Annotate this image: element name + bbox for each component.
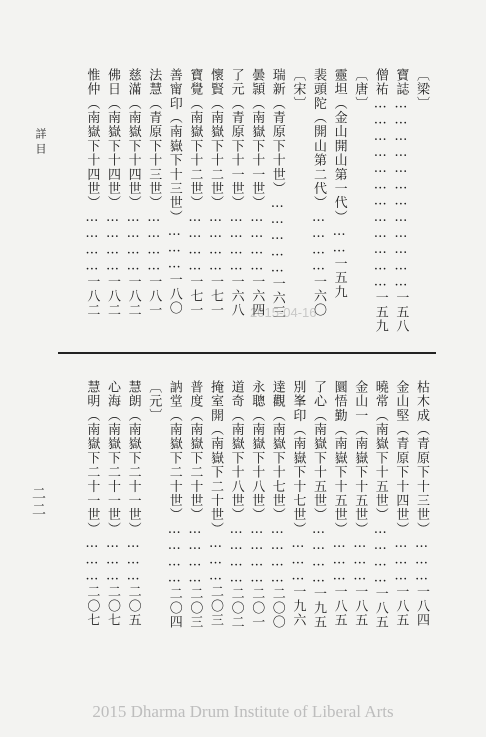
toc-entry: 普度（南嶽下二十世）…………二〇三: [187, 380, 203, 630]
toc-entry: 達觀（南嶽下十七世）…………二〇〇: [269, 380, 285, 630]
toc-entry: 金山一（南嶽下十五世）………一八五: [352, 380, 368, 628]
toc-entry: 寶誌………………………………一五八: [393, 68, 409, 334]
toc-entry: 僧祐………………………………一五九: [372, 68, 388, 334]
toc-entry: 惟仲（南嶽下十四世）…………一八二: [84, 68, 100, 318]
toc-entry: 圜悟勤（南嶽下十五世）………一八五: [331, 380, 347, 628]
footer-watermark: 2015 Dharma Drum Institute of Liberal Arts: [92, 702, 394, 721]
toc-entry: 善甯印（南嶽下十三世）………一八〇: [166, 68, 182, 316]
page-number: 二二: [30, 486, 46, 518]
toc-entry: 〔梁〕: [414, 68, 429, 111]
toc-entry: 懷賢（南嶽下十二世）…………一七一: [208, 68, 223, 318]
toc-entry: 靈坦（金山開山第一代）……一五九: [331, 68, 347, 300]
running-header: 詳目: [34, 128, 47, 158]
toc-entry: 〔唐〕: [352, 68, 368, 111]
toc-entry: 道奇（南嶽下十八世）…………二〇二: [228, 380, 244, 630]
toc-entry: 佛日（南嶽下十四世）…………一八二: [105, 68, 120, 318]
toc-entry: 〔元〕: [146, 380, 162, 423]
toc-entry: 〔宋〕: [290, 68, 306, 111]
toc-entry: 別峯印（南嶽下十七世）………一九六: [290, 380, 306, 628]
toc-entry: 了元（青原下十一世）…………一六八: [228, 68, 244, 318]
toc-entry: 枯木成（青原下十三世）………一八四: [414, 380, 429, 628]
toc-entry: 慈滿（南嶽下十四世）…………一八二: [125, 68, 141, 318]
toc-entry: 掩室開（南嶽下二十世）………二〇三: [208, 380, 223, 628]
section-divider: [58, 352, 436, 354]
toc-entry: 訥堂（南嶽下二十世）…………二〇四: [166, 380, 182, 630]
toc-entry: 曉常（南嶽下十五世）…………一八五: [372, 380, 388, 630]
toc-entry: 慧朗（南嶽下二十一世）………二〇五: [125, 380, 141, 628]
toc-entry: 金山堅（青原下十四世）………一八五: [393, 380, 409, 628]
toc-entry: 寶覺（南嶽下十二世）…………一七一: [187, 68, 203, 318]
toc-entry: 永聰（南嶽下十八世）…………二〇一: [249, 380, 265, 630]
toc-entry: 裴頭陀（開山第二代）…………一六〇: [311, 68, 326, 318]
toc-entry: 了心（南嶽下十五世）…………一九五: [311, 380, 326, 630]
toc-entry: 心海（南嶽下二十一世）………二〇七: [105, 380, 120, 628]
toc-entry: 曇頴（南嶽下十一世）…………一六四: [249, 68, 265, 318]
scan-watermark-date: 2015-04-16: [250, 305, 317, 320]
toc-entry: 慧明（南嶽下二十一世）………二〇七: [84, 380, 100, 628]
toc-entry: 瑞新（青原下十世）……………一六三: [269, 68, 285, 320]
toc-entry: 法慧（青原下十三世）…………一八一: [146, 68, 162, 318]
